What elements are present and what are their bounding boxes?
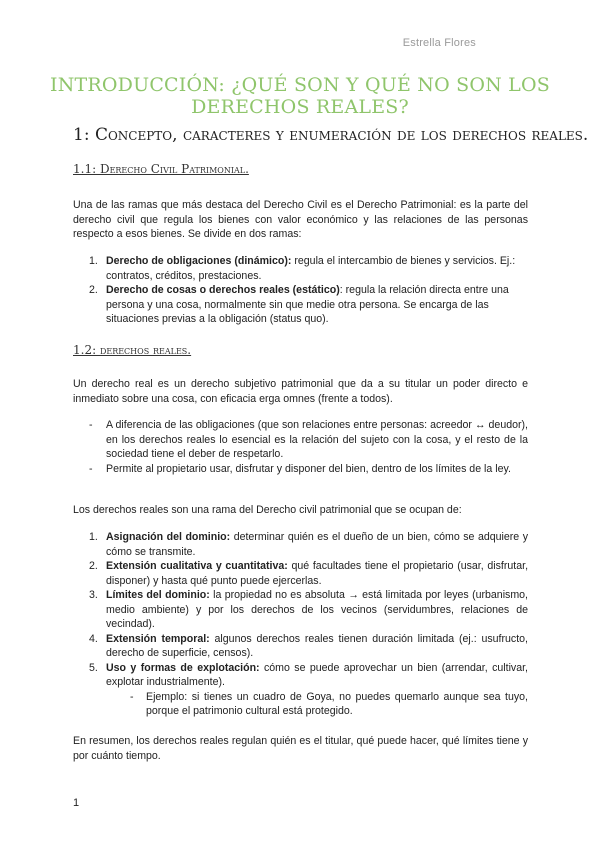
bullet-dash: - — [130, 690, 134, 703]
bullet-item — [73, 462, 528, 477]
list-number: 5. — [89, 661, 98, 674]
list-item — [73, 661, 528, 719]
paragraph-intro-patrimonial: Una de las ramas que más destaca del Derecho Civil es el Derecho Patrimonial: es la parte del derecho civil que regula los bienes con valor económico y las relaciones de las personas respecto a esos bienes. Se divide en dos ramas: — [73, 199, 528, 240]
list-item — [73, 254, 528, 283]
document-title: INTRODUCCIÓN: ¿QUÉ SON Y QUÉ NO SON LOS DERECHOS REALES? — [49, 74, 550, 118]
list-item — [73, 530, 528, 559]
list-item-text: la propiedad no es absoluta → está limitada por leyes (urbanismo, medio ambiente) y por los derechos de los vecinos (servidumbres, relaciones de vecindad). — [106, 589, 528, 630]
list-item — [73, 588, 528, 632]
paragraph-definition: Un derecho real es un derecho subjetivo patrimonial que da a su titular un poder directo e inmediato sobre una cosa, con eficacia erga omnes (frente a todos). — [73, 378, 528, 405]
list-item — [73, 632, 528, 661]
author-name: Estrella Flores — [402, 37, 476, 49]
list-item-term: Asignación del dominio: — [106, 531, 231, 543]
list-item-text: cómo se puede aprovechar un bien (arrendar, cultivar, explotar industrialmente). — [106, 661, 528, 688]
list-item-text: algunos derechos reales tienen duración limitada (ej.: usufructo, derecho de superficie, censos). — [106, 632, 528, 659]
sub-bullet-list — [106, 690, 528, 719]
subsection-heading-1-2: 1.2: derechos reales. — [73, 343, 192, 357]
list-number: 2. — [89, 560, 98, 572]
list-item-term: Extensión cualitativa y cuantitativa: — [106, 560, 288, 572]
list-number: 2. — [89, 284, 98, 296]
subsection-heading-1-1: 1.1: Derecho Civil Patrimonial. — [73, 162, 249, 176]
paragraph-scope: Los derechos reales son una rama del Derecho civil patrimonial que se ocupan de: — [73, 504, 462, 516]
list-item-term: Límites del dominio: — [106, 589, 210, 601]
list-item-term: Uso y formas de explotación: — [106, 661, 260, 674]
list-item-term: Derecho de obligaciones (dinámico): — [106, 255, 292, 267]
example-text: Ejemplo: si tienes un cuadro de Goya, no puedes quemarlo aunque sea tuyo, porque el patrimonio cultural está protegido. — [146, 690, 528, 717]
list-number: 1. — [89, 255, 98, 267]
bullet-dash: - — [89, 419, 93, 431]
list-item-text: qué facultades tiene el propietario (usar, disfrutar, disponer) y hasta qué punto puede ejercerlas. — [106, 560, 529, 587]
bullet-list-characteristics — [73, 418, 528, 476]
list-number: 3. — [89, 589, 98, 601]
section-heading: 1: Concepto, caracteres y enumeración de los derechos reales. — [73, 125, 589, 145]
bullet-text: Permite al propietario usar, disfrutar y disponer del bien, dentro de los límites de la ley. — [106, 462, 511, 475]
list-real-rights-scope — [73, 530, 528, 719]
bullet-text: A diferencia de las obligaciones (que son relaciones entre personas: acreedor ↔ deudor), en los derechos reales lo esencial es la relación del sujeto con la cosa, y el resto de la sociedad tiene el deber de respetarlo. — [106, 419, 528, 460]
list-patrimonial-branches — [73, 254, 528, 327]
sub-bullet-item — [106, 690, 528, 719]
list-item — [73, 559, 528, 588]
list-item-term: Extensión temporal: — [106, 632, 210, 645]
page-number: 1 — [73, 797, 80, 809]
list-item-text: regula el intercambio de bienes y servicios. Ej.: contratos, créditos, prestaciones. — [106, 255, 516, 282]
bullet-item — [73, 418, 528, 462]
paragraph-summary: En resumen, los derechos reales regulan quién es el titular, qué puede hacer, qué límites tiene y por cuánto tiempo. — [73, 735, 528, 762]
list-number: 1. — [89, 531, 98, 543]
list-item — [73, 283, 528, 327]
list-item-text: : regula la relación directa entre una persona y una cosa, normalmente sin que medie otra persona. Se encarga de las situaciones previas a la obligación (status quo). — [106, 284, 509, 325]
bullet-dash: - — [89, 462, 93, 475]
list-number: 4. — [89, 632, 98, 645]
list-item-term: Derecho de cosas o derechos reales (estático) — [106, 284, 340, 296]
list-item-text: determinar quién es el dueño de un bien, cómo se adquiere y cómo se transmite. — [106, 531, 528, 558]
